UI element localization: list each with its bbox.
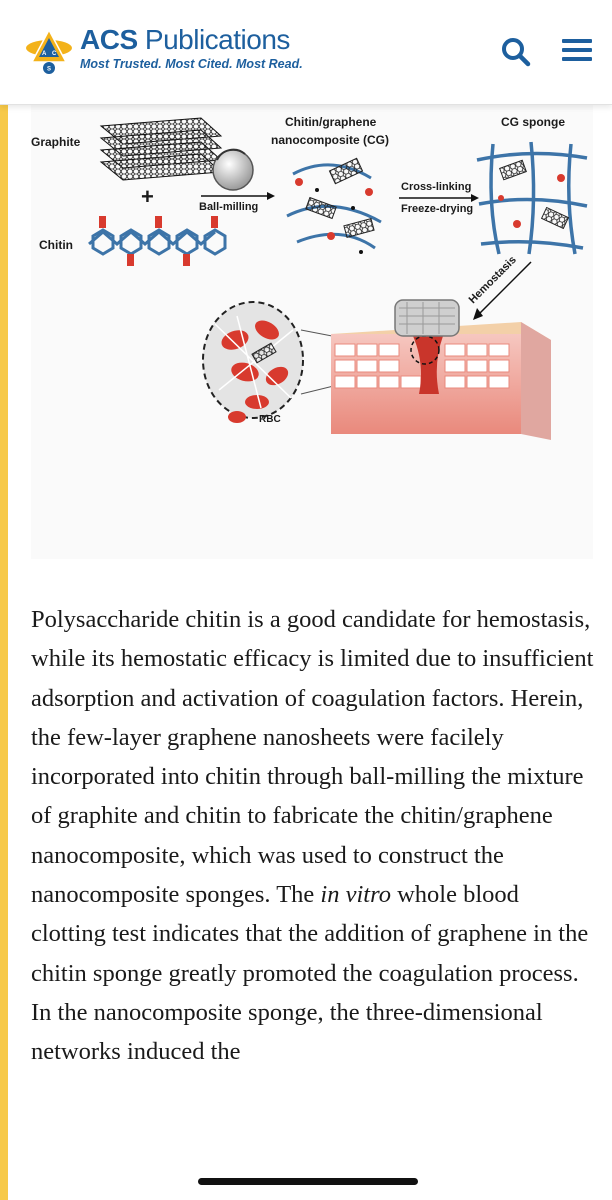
brand-tagline: Most Trusted. Most Cited. Most Read. [80, 57, 303, 71]
acs-logo-icon[interactable] [24, 26, 74, 76]
brand-name: ACS Publications [80, 24, 290, 55]
freeze-drying-label: Freeze-drying [401, 203, 474, 215]
svg-text:A: A [42, 51, 47, 57]
cg-sponge-network [477, 142, 587, 254]
chitin-molecule [89, 230, 225, 254]
svg-text:C: C [52, 51, 57, 57]
cg-title-line1: Chitin/graphene [285, 115, 377, 129]
ball-milling-label: Ball-milling [199, 201, 259, 213]
graphite-stack [101, 118, 221, 180]
chitin-label: Chitin [39, 238, 73, 252]
rbc-label: RBC [259, 414, 281, 425]
graphite-label: Graphite [31, 135, 81, 149]
clot-magnified-view [203, 302, 303, 418]
rbc-icon [228, 411, 246, 423]
sponge-icon [395, 300, 459, 336]
plus-sign: + [141, 184, 154, 209]
search-icon [498, 34, 534, 70]
cg-nanocomposite [287, 158, 381, 254]
hemostasis-label: Hemostasis [466, 253, 519, 307]
site-header [0, 0, 612, 105]
crosslinking-label: Cross-linking [401, 181, 472, 193]
hamburger-menu-icon [560, 34, 594, 66]
graphical-abstract[interactable] [31, 104, 593, 559]
abstract-italic: in vitro [320, 881, 391, 909]
svg-text:S: S [47, 66, 52, 73]
home-indicator[interactable] [198, 1178, 418, 1185]
brand[interactable] [80, 24, 303, 72]
cg-sponge-label: CG sponge [501, 115, 566, 129]
chitin-side-groups [99, 216, 218, 266]
accent-bar [0, 104, 8, 1200]
cg-title-line2: nanocomposite (CG) [271, 133, 390, 147]
search-button[interactable] [498, 34, 534, 70]
menu-button[interactable] [560, 34, 594, 66]
abstract-text: Polysaccharide chitin is a good candidate for hemostasis, while its hemostatic efficacy is limited due to insufficient adsorption and activation of coagulation factors. Herein, the few-layer graphene nanosheets were facilely incorporated into chitin through ball-milling the mixture of graphite and chitin to fabricate the chitin/graphene nanocomposite, which was used to construct the nanocomposite sponges. The in vitro whole blood clotting test indicates that the addition of graphene in the chitin sponge greatly promoted the coagulation process. In the nanocomposite sponge, the three-dimensional networks induced the [31, 606, 594, 1066]
wound-tissue [331, 322, 551, 440]
